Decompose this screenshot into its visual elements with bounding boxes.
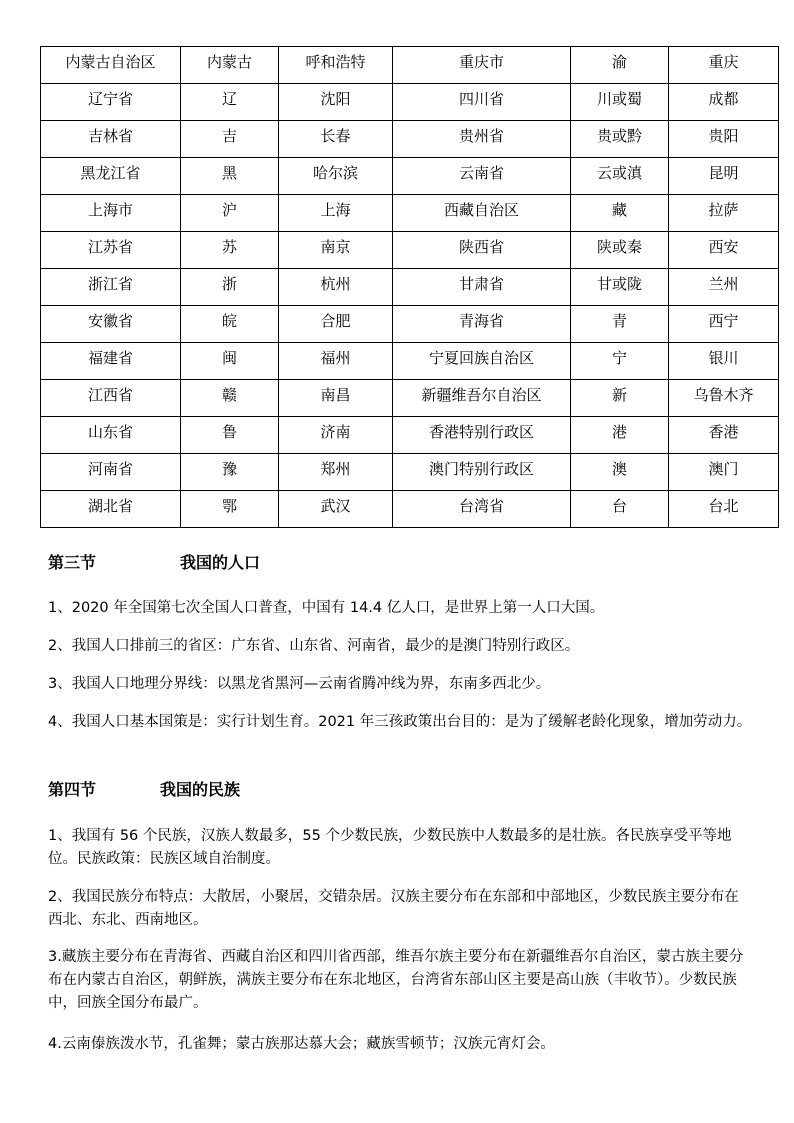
table-cell: 西宁 <box>669 306 779 343</box>
table-row <box>41 84 779 121</box>
section4-paragraph-4: 4.云南傣族泼水节，孔雀舞；蒙古族那达慕大会；藏族雪顿节；汉族元宵灯会。 <box>48 1036 555 1052</box>
section3-paragraph-2: 2、我国人口排前三的省区：广东省、山东省、河南省，最少的是澳门特别行政区。 <box>48 638 580 654</box>
province-table-body <box>41 47 779 528</box>
table-cell: 昆明 <box>669 158 779 195</box>
table-cell: 济南 <box>279 417 393 454</box>
table-row <box>41 269 779 306</box>
table-cell: 成都 <box>669 84 779 121</box>
table-cell: 新疆维吾尔自治区 <box>393 380 571 417</box>
table-cell: 宁夏回族自治区 <box>393 343 571 380</box>
table-row <box>41 121 779 158</box>
table-cell: 澳 <box>571 454 669 491</box>
table-cell: 江西省 <box>41 380 181 417</box>
table-row <box>41 454 779 491</box>
section4-title: 我国的民族 <box>160 780 241 799</box>
table-cell: 福州 <box>279 343 393 380</box>
table-cell: 上海市 <box>41 195 181 232</box>
table-cell: 郑州 <box>279 454 393 491</box>
table-row <box>41 417 779 454</box>
table-cell: 重庆 <box>669 47 779 84</box>
table-cell: 拉萨 <box>669 195 779 232</box>
section4-label: 第四节 <box>48 780 97 799</box>
table-cell: 内蒙古自治区 <box>41 47 181 84</box>
table-cell: 沈阳 <box>279 84 393 121</box>
section3-label: 第三节 <box>48 553 97 572</box>
table-cell: 杭州 <box>279 269 393 306</box>
table-cell: 云或滇 <box>571 158 669 195</box>
table-cell: 贵或黔 <box>571 121 669 158</box>
table-row <box>41 47 779 84</box>
table-cell: 辽 <box>181 84 279 121</box>
table-row <box>41 380 779 417</box>
section4-paragraph-2: 2、我国民族分布特点：大散居，小聚居，交错杂居。汉族主要分布在东部和中部地区，少数民族主要分布在西北、东北、西南地区。 <box>48 889 739 928</box>
table-cell: 重庆市 <box>393 47 571 84</box>
table-cell: 黑 <box>181 158 279 195</box>
table-cell: 浙江省 <box>41 269 181 306</box>
table-cell: 山东省 <box>41 417 181 454</box>
table-cell: 赣 <box>181 380 279 417</box>
table-row <box>41 306 779 343</box>
section3-paragraph-4: 4、我国人口基本国策是：实行计划生育。2021 年三孩政策出台目的：是为了缓解老龄化现象，增加劳动力。 <box>48 714 752 730</box>
table-row <box>41 232 779 269</box>
table-cell: 香港特别行政区 <box>393 417 571 454</box>
table-cell: 新 <box>571 380 669 417</box>
province-table <box>40 46 779 528</box>
table-cell: 皖 <box>181 306 279 343</box>
table-cell: 闽 <box>181 343 279 380</box>
table-cell: 鲁 <box>181 417 279 454</box>
table-cell: 甘肃省 <box>393 269 571 306</box>
table-cell: 江苏省 <box>41 232 181 269</box>
table-cell: 藏 <box>571 195 669 232</box>
table-cell: 武汉 <box>279 491 393 528</box>
section4-paragraph-3: 3.藏族主要分布在青海省、西藏自治区和四川省西部，维吾尔族主要分布在新疆维吾尔自治区，蒙古族主要分布在内蒙古自治区，朝鲜族，满族主要分布在东北地区，台湾省东部山区主要是高山族（丰收节）。少数民族中，回族全国分布最广。 <box>48 949 744 1011</box>
table-cell: 哈尔滨 <box>279 158 393 195</box>
table-cell: 吉 <box>181 121 279 158</box>
table-cell: 台北 <box>669 491 779 528</box>
table-cell: 四川省 <box>393 84 571 121</box>
table-cell: 安徽省 <box>41 306 181 343</box>
table-cell: 云南省 <box>393 158 571 195</box>
section3-paragraph-3: 3、我国人口地理分界线：以黑龙省黑河—云南省腾冲线为界，东南多西北少。 <box>48 676 551 692</box>
table-row <box>41 158 779 195</box>
table-cell: 呼和浩特 <box>279 47 393 84</box>
table-cell: 陕或秦 <box>571 232 669 269</box>
table-cell: 青 <box>571 306 669 343</box>
table-cell: 银川 <box>669 343 779 380</box>
table-cell: 西藏自治区 <box>393 195 571 232</box>
table-cell: 香港 <box>669 417 779 454</box>
table-row <box>41 491 779 528</box>
table-cell: 上海 <box>279 195 393 232</box>
table-cell: 湖北省 <box>41 491 181 528</box>
table-cell: 南京 <box>279 232 393 269</box>
table-cell: 港 <box>571 417 669 454</box>
table-cell: 辽宁省 <box>41 84 181 121</box>
table-cell: 长春 <box>279 121 393 158</box>
table-cell: 内蒙古 <box>181 47 279 84</box>
table-cell: 豫 <box>181 454 279 491</box>
section3-paragraph-1: 1、2020 年全国第七次全国人口普查，中国有 14.4 亿人口，是世界上第一人口大国。 <box>48 600 605 616</box>
section3-title: 我国的人口 <box>180 553 261 572</box>
table-cell: 福建省 <box>41 343 181 380</box>
table-cell: 台湾省 <box>393 491 571 528</box>
table-cell: 苏 <box>181 232 279 269</box>
table-row <box>41 343 779 380</box>
table-cell: 川或蜀 <box>571 84 669 121</box>
table-cell: 青海省 <box>393 306 571 343</box>
table-cell: 乌鲁木齐 <box>669 380 779 417</box>
table-cell: 合肥 <box>279 306 393 343</box>
table-cell: 西安 <box>669 232 779 269</box>
table-cell: 南昌 <box>279 380 393 417</box>
section3-heading <box>48 553 260 573</box>
table-row <box>41 195 779 232</box>
table-cell: 兰州 <box>669 269 779 306</box>
section4-heading <box>48 780 240 800</box>
table-cell: 渝 <box>571 47 669 84</box>
table-cell: 浙 <box>181 269 279 306</box>
table-cell: 台 <box>571 491 669 528</box>
table-cell: 黑龙江省 <box>41 158 181 195</box>
table-cell: 甘或陇 <box>571 269 669 306</box>
table-cell: 贵阳 <box>669 121 779 158</box>
table-cell: 澳门 <box>669 454 779 491</box>
table-cell: 宁 <box>571 343 669 380</box>
table-cell: 沪 <box>181 195 279 232</box>
table-cell: 吉林省 <box>41 121 181 158</box>
table-cell: 河南省 <box>41 454 181 491</box>
table-cell: 鄂 <box>181 491 279 528</box>
table-cell: 贵州省 <box>393 121 571 158</box>
table-cell: 陕西省 <box>393 232 571 269</box>
section4-paragraph-1: 1、我国有 56 个民族，汉族人数最多，55 个少数民族，少数民族中人数最多的是壮族。各民族享受平等地位。民族政策：民族区域自治制度。 <box>48 828 732 867</box>
table-cell: 澳门特别行政区 <box>393 454 571 491</box>
